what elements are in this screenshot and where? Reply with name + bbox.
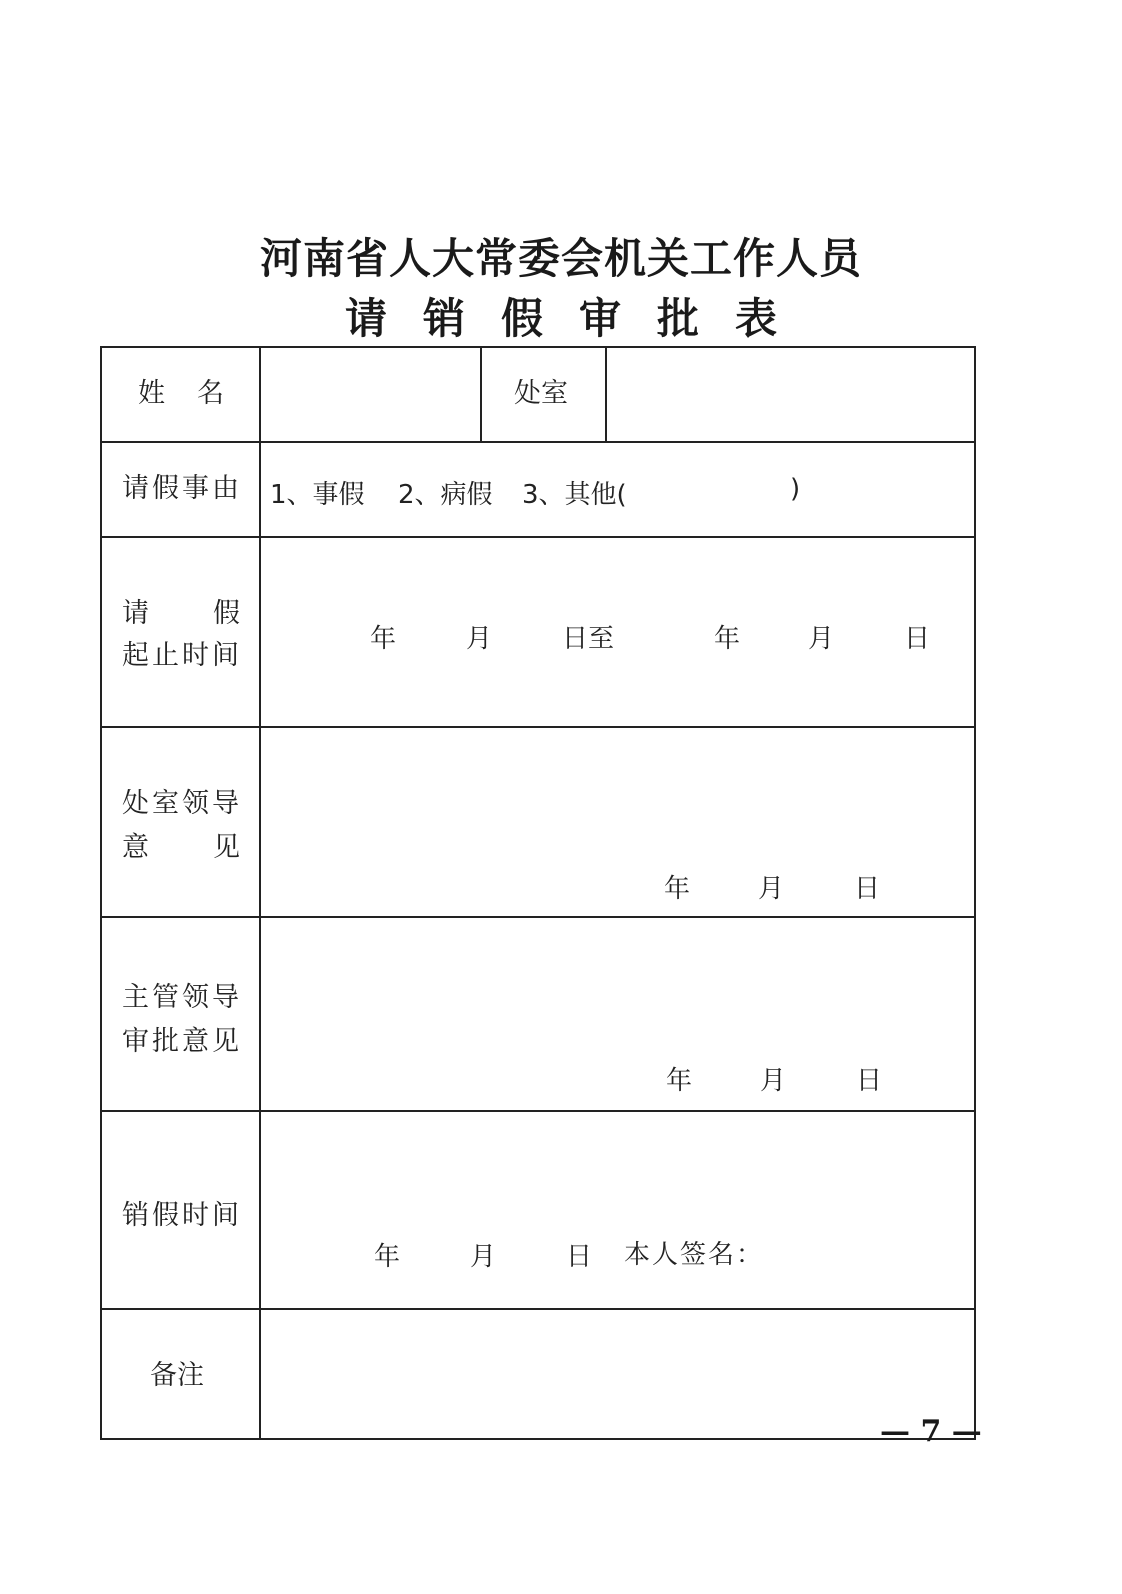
form-title: 河南省人大常委会机关工作人员 [259, 234, 862, 283]
cancel-date-day: 日 [566, 1242, 593, 1272]
period-start-year: 年 [370, 624, 397, 654]
chief-date-day: 日 [856, 1066, 883, 1096]
period-label-line1: 请 假 [122, 598, 240, 629]
period-start-month: 月 [466, 624, 493, 654]
form-subtitle [0, 286, 1122, 346]
dept-leader-label-line1: 处室领导 [122, 788, 242, 819]
subtitle-char: 审 [579, 294, 622, 343]
column-divider [259, 348, 261, 1440]
reason-option-sick[interactable]: 2、病假 [398, 480, 493, 510]
dept-leader-opinion-field[interactable] [266, 734, 970, 844]
dept-field[interactable] [610, 354, 970, 436]
reason-label: 请假事由 [122, 473, 242, 504]
period-end-day: 日 [904, 624, 931, 654]
chief-approval-field[interactable] [266, 924, 970, 1034]
name-label: 姓 名 [138, 378, 224, 409]
dept-leader-date-year: 年 [664, 874, 691, 904]
reason-other-close-paren: ) [790, 474, 801, 504]
cancel-date-month: 月 [470, 1242, 497, 1272]
period-label-line2: 起止时间 [122, 640, 242, 671]
reason-option-other[interactable]: 3、其他( [522, 480, 627, 510]
subtitle-char: 销 [422, 294, 465, 343]
remarks-label: 备注 [150, 1360, 204, 1391]
signature-field[interactable] [778, 1228, 968, 1268]
page-number: — 7 — [880, 1414, 982, 1449]
row-divider [102, 726, 974, 728]
row-divider [102, 1110, 974, 1112]
chief-date-year: 年 [666, 1066, 693, 1096]
cancel-date-year: 年 [374, 1242, 401, 1272]
subtitle-char: 批 [657, 294, 700, 343]
row-divider [102, 441, 974, 443]
subtitle-char: 请 [344, 294, 387, 343]
row-divider [102, 916, 974, 918]
subtitle-char: 表 [735, 294, 778, 343]
chief-date-month: 月 [760, 1066, 787, 1096]
chief-label-line1: 主管领导 [122, 982, 242, 1013]
subtitle-char: 假 [500, 294, 543, 343]
period-start-day: 日至 [562, 624, 615, 654]
reason-option-personal[interactable]: 1、事假 [270, 480, 365, 510]
dept-leader-label-line2: 意 见 [122, 832, 240, 863]
row-divider [102, 1308, 974, 1310]
column-divider [605, 348, 607, 441]
period-end-month: 月 [808, 624, 835, 654]
row-divider [102, 536, 974, 538]
dept-leader-date-month: 月 [758, 874, 785, 904]
name-field[interactable] [264, 354, 476, 436]
dept-label: 处室 [514, 378, 568, 409]
leave-form-table [100, 346, 976, 1440]
cancel-label: 销假时间 [122, 1200, 242, 1231]
period-end-year: 年 [714, 624, 741, 654]
remarks-field[interactable] [266, 1316, 970, 1432]
column-divider [480, 348, 482, 441]
dept-leader-date-day: 日 [854, 874, 881, 904]
chief-label-line2: 审批意见 [122, 1026, 242, 1057]
signature-label: 本人签名： [624, 1240, 765, 1270]
